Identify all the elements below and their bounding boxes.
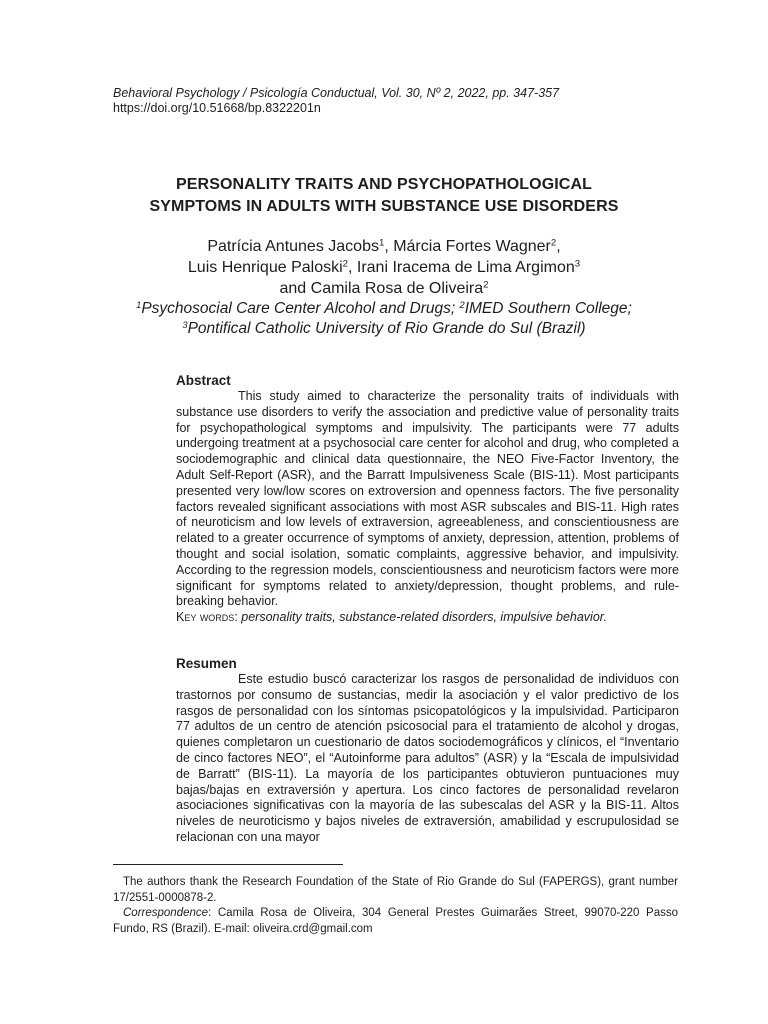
author-affiliation-mark: 3 <box>574 258 581 270</box>
correspondence-text: : Camila Rosa de Oliveira, 304 General Prestes Guimarães Street, 99070-220 Passo Fundo, RS (Brazil). E-mail: oliveira.crd@gmail.com <box>113 907 678 935</box>
author-affiliation-mark: 1 <box>378 237 385 249</box>
correspondence-label: Correspondence <box>123 907 209 919</box>
affiliation-line-2 <box>100 319 668 339</box>
abstract-heading: Abstract <box>176 373 231 388</box>
affiliation-mark: 2 <box>459 299 465 310</box>
author-conjunction: and <box>279 280 311 297</box>
affiliation-text: Pontifical Catholic University of Rio Grande do Sul (Brazil) <box>187 320 586 337</box>
correspondence-footnote <box>113 906 678 937</box>
affiliation-text: IMED Southern College; <box>464 300 632 317</box>
affiliation-text: Psychosocial Care Center Alcohol and Drugs; <box>141 300 460 317</box>
author-line-2: Luis Henrique Paloski$^2$, Irani Iracema de Lima Argimon$^3$ <box>187 258 581 276</box>
resumen-body <box>176 672 679 846</box>
journal-citation: Behavioral Psychology / Psicología Conductual, Vol. 30, Nº 2, 2022, pp. 347-357 <box>113 86 560 100</box>
author-affiliation-mark: 2 <box>550 237 557 249</box>
author-affiliation-mark: 2 <box>342 258 348 270</box>
footnote-divider <box>113 864 343 865</box>
keywords-text: personality traits, substance-related disorders, impulsive behavior. <box>241 610 607 625</box>
resumen-heading: Resumen <box>176 656 237 671</box>
author-line-1: Patrícia Antunes Jacobs$^1$, Márcia Fortes Wagner$^2$, <box>207 237 561 255</box>
author-affiliation-mark: 2 <box>483 279 489 291</box>
funding-text: The authors thank the Research Foundation of the State of Rio Grande do Sul (FAPERGS), grant number 17/2551-0000878-2. <box>113 876 678 904</box>
title-line-1: PERSONALITY TRAITS AND PSYCHOPATHOLOGICAL <box>176 176 592 193</box>
title-line-2: SYMPTOMS IN ADULTS WITH SUBSTANCE USE DISORDERS <box>149 198 619 215</box>
abstract-body: This study aimed to characterize the personality traits of individuals with substance use disorders to verify the association and predictive value of personality traits for psychopathological symptoms and impulsivity. The participants were 77 adults undergoing treatment at a psychosocial care center for alcohol and drug, who completed a sociodemographic and clinical data questionnaire, the NEO Five-Factor Inventory, the Adult Self-Report (ASR), and the Barratt Impulsiveness Scale (BIS-11). Most participants presented very low/low scores on extroversion and openness factors. The five personality factors revealed significant associations with most ASR subscales and BIS-11. High rates of neuroticism and low levels of extraversion, agreeableness, and conscientiousness are related to a greater occurrence of symptoms of anxiety, depression, attention, problems of thought and social isolation, somatic complaints, aggressive behavior, and impulsivity. According to the regression models, conscientiousness and neuroticism factors were more significant for symptoms related to anxiety/depression, thought problems, and rule-breaking behavior. Key words: personality traits, substance-related disorders, impulsive behavior. <box>176 389 679 625</box>
affiliations <box>100 299 668 339</box>
footnotes <box>113 875 678 937</box>
author-name: Patrícia Antunes Jacobs <box>207 238 379 255</box>
funding-footnote <box>113 875 678 906</box>
author-name: Márcia Fortes Wagner <box>393 238 551 255</box>
affiliation-mark: 1 <box>136 299 142 310</box>
abstract-text: This study aimed to characterize the personality traits of individuals with substance use disorders to verify the association and predictive value of personality traits for psychopathological symptoms and impulsivity. The participants were 77 adults undergoing treatment at a psychosocial care center for alcohol and drug, who completed a sociodemographic and clinical data questionnaire, the NEO Five-Factor Inventory, the Adult Self-Report (ASR), and the Barratt Impulsiveness Scale (BIS-11). Most participants presented very low/low scores on extroversion and openness factors. The five personality factors revealed significant associations with most ASR subscales and BIS-11. High rates of neuroticism and low levels of extraversion, agreeableness, and conscientiousness are related to a greater occurrence of symptoms of anxiety, depression, attention, problems of thought and social isolation, somatic complaints, aggressive behavior, and impulsivity. According to the regression models, conscientiousness and neuroticism factors were more significant for symptoms related to anxiety/depression, thought problems, and rule-breaking behavior. <box>176 389 679 609</box>
author-name: Luis Henrique Paloski <box>187 259 343 276</box>
doi-link[interactable]: https://doi.org/10.51668/bp.8322201n <box>113 101 321 115</box>
article-title <box>100 174 668 218</box>
author-name: Camila Rosa de Oliveira <box>310 280 484 297</box>
author-name: Irani Iracema de Lima Argimon <box>356 259 575 276</box>
author-list <box>100 236 668 299</box>
affiliation-mark: 3 <box>182 319 188 330</box>
author-line-3 <box>100 278 668 299</box>
affiliation-line-1 <box>100 299 668 319</box>
keywords-label: Key words <box>176 610 235 625</box>
resumen-text: Este estudio buscó caracterizar los rasgos de personalidad de individuos con trastornos por consumo de sustancias, medir la asociación y el valor predictivo de los rasgos de personalidad con los síntomas psicopatológicos y la impulsividad. Participaron 77 adultos de un centro de atención psicosocial para el tratamiento de alcohol y drogas, quienes completaron un cuestionario de datos sociodemográficos y clínicos, el “Inventario de cinco factores NEO”, el “Autoinforme para adultos” (ASR) y la “Escala de impulsividad de Barratt” (BIS-11). La mayoría de los participantes obtuvieron puntuaciones muy bajas/bajas en extraversión y apertura. Los cinco factores de personalidad revelaron asociaciones significativas con la mayoría de las subescalas del ASR y la BIS-11. Altos niveles de neuroticismo y bajos niveles de extraversión, amabilidad y escrupulosidad se relacionan con una mayor <box>176 672 679 844</box>
